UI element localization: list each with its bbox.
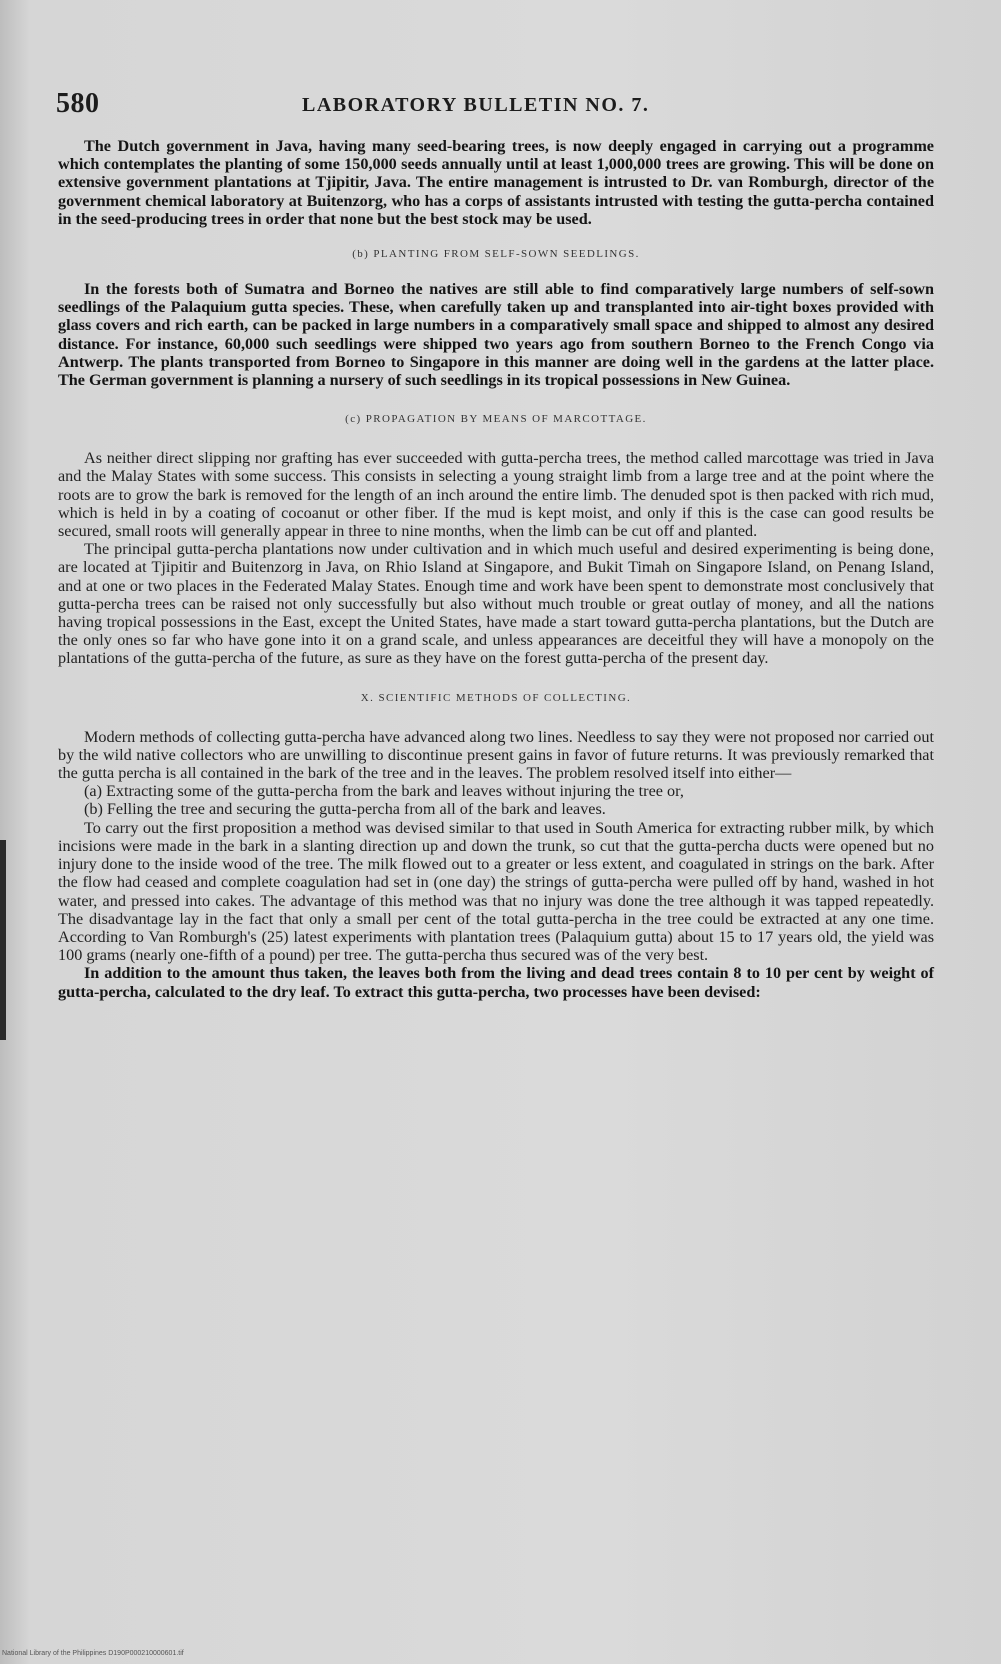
scan-credit: National Library of the Philippines D190P000210000601.tif bbox=[2, 1650, 184, 1657]
paragraph-marcottage: As neither direct slipping nor grafting has ever succeeded with gutta-percha trees, the method called marcottage was tried in Java and the Malay States with some success. This consists in selecting a young straight limb from a large tree and at the point where the roots are to grow the bark is removed for the length of an inch around the entire limb. The denuded spot is then packed with rich mud, which is held in by a coating of cocoanut or other fiber. If the mud is kept moist, and only if this is the case can good results be secured, small roots will generally appear in three to nine months, when the limb can be cut off and planted. bbox=[58, 449, 934, 541]
paragraph-first-proposition: To carry out the first proposition a method was devised similar to that used in South America for extracting rubber milk, by which incisions were made in the bark in a slanting direction up and down the trunk, so cut that the gutta-percha ducts were opened but no injury done to the inside wood of the tree. The milk flowed out to a greater or less extent, and coagulated in strings on the bark. After the flow had ceased and complete coagulation had set in (one day) the strings of gutta-percha were pulled off by hand, washed in hot water, and pressed into cakes. The advantage of this method was that no injury was done the tree although it was tapped repeatedly. The disadvantage lay in the fact that only a small per cent of the total gutta-percha in the tree could be extracted at any one time. According to Van Romburgh's (25) latest experiments with plantation trees (Palaquium gutta) about 15 to 17 years old, the yield was 100 grams (nearly one-fifth of a pound) per tree. The gutta-percha thus secured was of the very best. bbox=[58, 818, 934, 965]
paragraph-dutch-programme: The Dutch government in Java, having many seed-bearing trees, is now deeply engaged in carrying out a programme which contemplates the planting of some 150,000 seeds annually until at least 1,000,000 trees are growing. This will be done on extensive government plantations at Tjipitir, Java. The entire management is intrusted to Dr. van Romburgh, director of the government chemical laboratory at Buitenzorg, who has a corps of assistants intrusted with testing the gutta-percha contained in the seed-producing trees in order that none but the best stock may be used. bbox=[58, 137, 934, 228]
page-number: 580 bbox=[56, 88, 100, 119]
binding-shadow bbox=[0, 840, 6, 1040]
page-header bbox=[56, 88, 936, 124]
section-heading-self-sown-seedlings: (b) PLANTING FROM SELF-SOWN SEEDLINGS. bbox=[352, 248, 640, 261]
paragraph-modern-methods: Modern methods of collecting gutta-percha have advanced along two lines. Needless to say they were not proposed nor carried out by the wild native collectors who are unwilling to discontinue present gains in favor of future returns. It was previously remarked that the gutta percha is all contained in the bark of the tree and in the leaves. The problem resolved itself into either— bbox=[58, 727, 934, 783]
paragraph-option-a: (a) Extracting some of the gutta-percha from the bark and leaves without injuring the tree or, bbox=[84, 782, 684, 801]
paragraph-leaves-extraction: In addition to the amount thus taken, the leaves both from the living and dead trees contain 8 to 10 per cent by weight of gutta-percha, calculated to the dry leaf. To extract this gutta-percha, two processes have been devised: bbox=[58, 964, 934, 1001]
paragraph-option-b: (b) Felling the tree and securing the gutta-percha from all of the bark and leaves. bbox=[84, 800, 606, 819]
section-heading-marcottage: (c) PROPAGATION BY MEANS OF MARCOTTAGE. bbox=[345, 413, 647, 426]
body-text bbox=[58, 137, 934, 1001]
paragraph-plantations: The principal gutta-percha plantations now under cultivation and in which much useful and desired experimenting is being done, are located at Tjipitir and Buitenzorg in Java, on Rhio Island at Singapore, and Bukit Timah on Singapore Island, on Penang Island, and at one or two places in the Federated Malay States. Enough time and work have been spent to demonstrate most conclusively that gutta-percha trees can be raised not only successfully but also without much trouble or great outlay of money, and all the nations having tropical possessions in the East, except the United States, have made a start toward gutta-percha plantations, but the Dutch are the only ones so far who have gone into it on a grand scale, and unless appearances are deceitful they will have a monopoly on the plantations of the gutta-percha of the future, as sure as they have on the forest gutta-percha of the present day. bbox=[58, 540, 934, 668]
running-title: LABORATORY BULLETIN NO. 7. bbox=[302, 94, 650, 116]
paragraph-self-sown-seedlings: In the forests both of Sumatra and Borneo the natives are still able to find comparatively large numbers of self-sown seedlings of the Palaquium gutta species. These, when carefully taken up and transplanted into air-tight boxes provided with glass covers and rich earth, can be packed in large numbers in a comparatively small space and shipped to almost any desired distance. For instance, 60,000 such seedlings were shipped two years ago from southern Borneo to the French Congo via Antwerp. The plants transported from Borneo to Singapore in this manner are doing well in the gardens at the latter place. The German government is planning a nursery of such seedlings in its tropical possessions in New Guinea. bbox=[58, 280, 934, 390]
section-heading-scientific-methods: X. SCIENTIFIC METHODS OF COLLECTING. bbox=[360, 691, 632, 704]
